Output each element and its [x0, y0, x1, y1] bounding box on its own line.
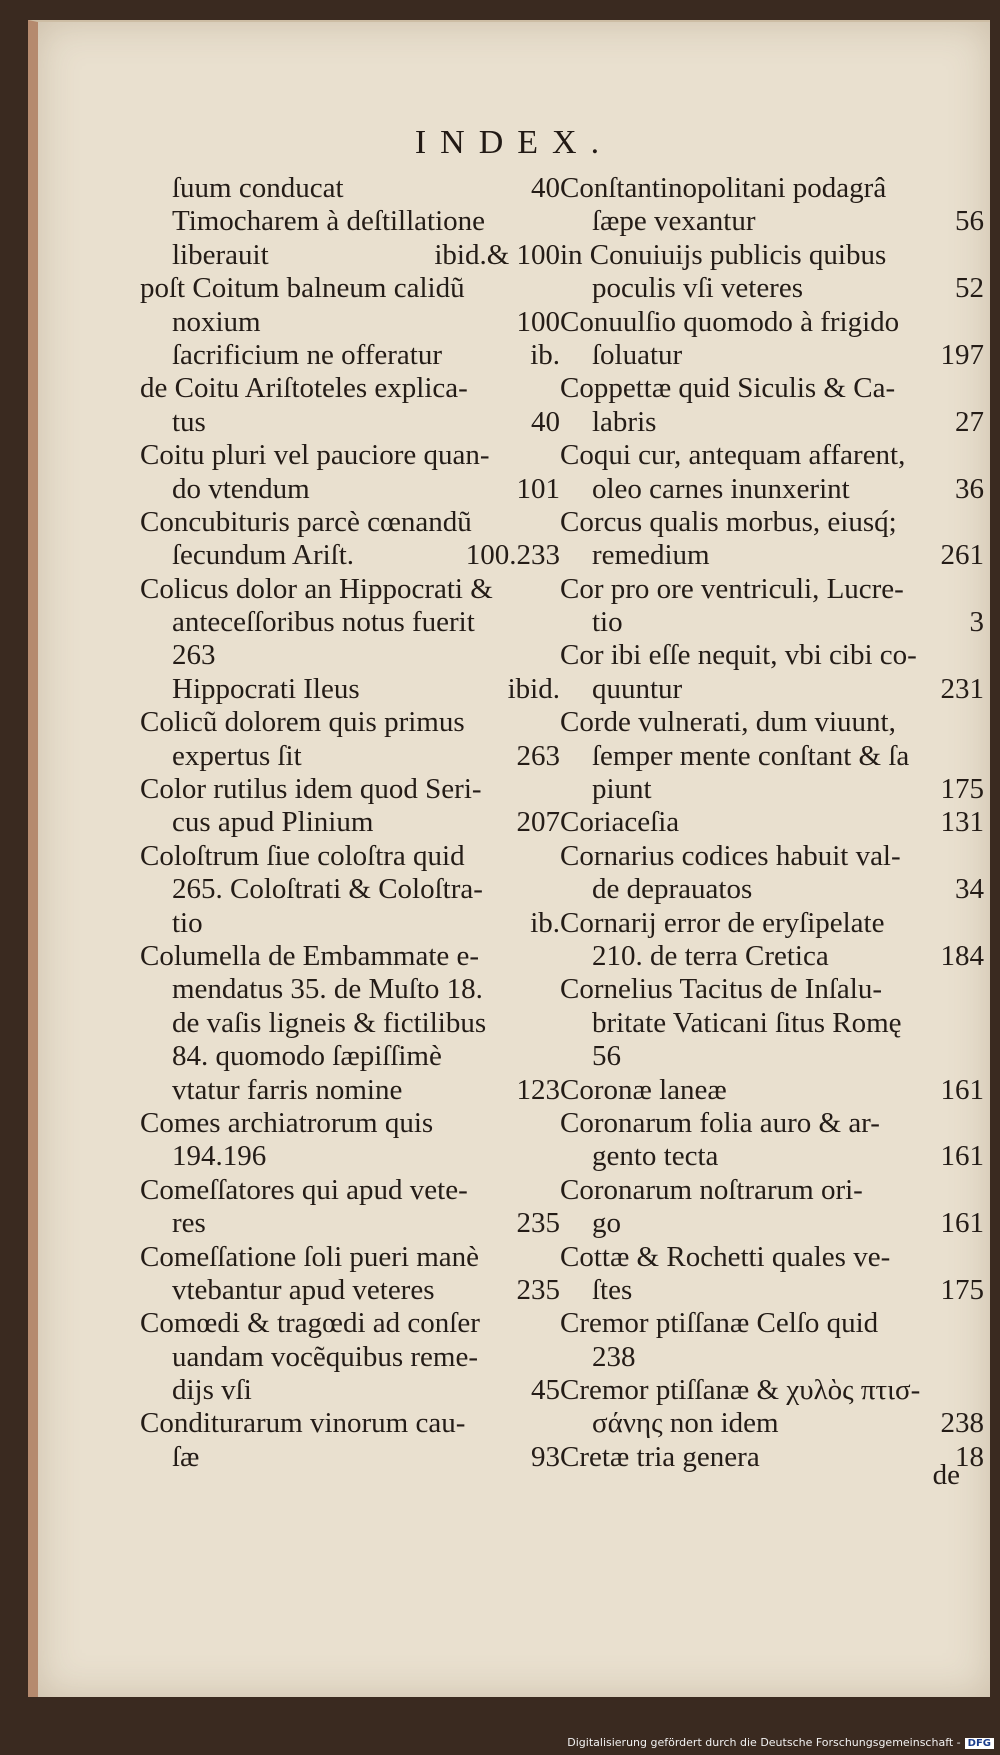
- entry-page-ref: 34: [955, 873, 984, 906]
- entry-text: Conditurarum vinorum cau-: [140, 1407, 466, 1440]
- index-entry-line: [560, 539, 984, 572]
- entry-text: ſecundum Ariſt.: [172, 539, 355, 572]
- index-entry-line: [560, 773, 984, 806]
- entry-page-ref: 40: [531, 172, 560, 204]
- index-entry-line: [560, 339, 984, 372]
- entry-page-ref: 101: [516, 472, 560, 505]
- index-entry-line: [140, 673, 560, 706]
- entry-page-ref: 263: [516, 739, 560, 772]
- digitization-credit: [0, 1736, 1000, 1749]
- index-entry-line: [140, 172, 560, 205]
- entry-page-ref: 161: [940, 1140, 984, 1173]
- index-entry-line: [140, 473, 560, 506]
- entry-text: go: [592, 1207, 621, 1240]
- entry-page-ref: 18: [955, 1440, 984, 1473]
- index-entry-line: [560, 806, 984, 839]
- entry-page-ref: 52: [955, 272, 984, 305]
- entry-page-ref: 235: [516, 1273, 560, 1306]
- footer-text: Digitalisierung gefördert durch die Deutsche Forschungsgemeinschaft -: [567, 1736, 961, 1749]
- index-entry-line: [140, 205, 560, 238]
- entry-text: oleo carnes inunxerint: [592, 472, 850, 505]
- index-entry-line: [560, 840, 984, 873]
- index-entry-line: [140, 272, 560, 305]
- entry-text: 194.196: [172, 1140, 267, 1173]
- entry-text: Comeſſatores qui apud vete-: [140, 1173, 468, 1206]
- entry-text: ſemper mente conſtant & ſa: [592, 739, 910, 772]
- index-entry-line: [560, 1207, 984, 1240]
- entry-text: Coronarum folia auro & ar-: [560, 1106, 880, 1139]
- entry-text: Cor pro ore ventriculi, Lucre-: [560, 572, 904, 605]
- entry-text: Coloſtrum ſiue coloſtra quid: [140, 839, 465, 872]
- index-entry-line: [140, 1007, 560, 1040]
- index-entry-line: [140, 1307, 560, 1340]
- entry-text: tus: [172, 405, 206, 438]
- index-entry-line: [560, 706, 984, 739]
- entry-page-ref: 161: [940, 1073, 984, 1106]
- index-entry-line: [140, 239, 560, 272]
- entry-text: expertus ſit: [172, 739, 302, 772]
- entry-text: anteceſſoribus notus fuerit: [172, 606, 475, 639]
- index-entry-line: [140, 1074, 560, 1107]
- index-entry-line: [140, 940, 560, 973]
- entry-text: dijs vſi: [172, 1374, 252, 1407]
- index-entry-line: [140, 639, 560, 672]
- entry-text: Concubituris parcè cœnandũ: [140, 505, 472, 538]
- entry-text: uandam vocẽquibus reme-: [172, 1340, 479, 1373]
- index-entry-line: [560, 473, 984, 506]
- index-entry-line: [560, 306, 984, 339]
- entry-text: britate Vaticani ſitus Romę: [592, 1006, 902, 1039]
- book-page: [28, 20, 990, 1697]
- entry-text: liberauit: [172, 238, 269, 271]
- entry-page-ref: ib.: [530, 906, 560, 939]
- entry-page-ref: 197: [940, 338, 984, 371]
- entry-text: ſæpe vexantur: [592, 205, 756, 238]
- entry-text: ſacrificium ne offeratur: [172, 338, 442, 371]
- index-entry-line: [560, 1007, 984, 1040]
- entry-text: Timocharem à deſtillatione: [172, 205, 486, 238]
- index-entry-line: [140, 1140, 560, 1173]
- entry-text: piunt: [592, 773, 652, 806]
- entry-text: poculis vſi veteres: [592, 272, 804, 305]
- index-entry-line: [140, 806, 560, 839]
- entry-text: Hippocrati Ileus: [172, 672, 360, 705]
- entry-text: 56: [592, 1040, 621, 1073]
- entry-text: Columella de Embammate e-: [140, 939, 480, 972]
- index-entry-line: [140, 1341, 560, 1374]
- entry-text: Coronæ laneæ: [560, 1073, 727, 1106]
- entry-text: Coqui cur, antequam affarent,: [560, 439, 906, 472]
- entry-text: Cornarius codices habuit val-: [560, 839, 901, 872]
- index-entry-line: [560, 1140, 984, 1173]
- index-entry-line: [140, 873, 560, 906]
- entry-text: res: [172, 1207, 206, 1240]
- index-entry-line: [560, 1441, 984, 1474]
- index-entry-line: [560, 1241, 984, 1274]
- index-entry-line: [140, 1407, 560, 1440]
- index-column-right: [560, 172, 984, 1474]
- entry-page-ref: 231: [940, 672, 984, 705]
- index-entry-line: [560, 1407, 984, 1440]
- entry-text: do vtendum: [172, 472, 310, 505]
- entry-text: Cremor ptiſſanæ Celſo quid: [560, 1307, 879, 1340]
- entry-text: 238: [592, 1340, 636, 1373]
- entry-page-ref: 45: [531, 1374, 560, 1407]
- entry-page-ref: 238: [940, 1407, 984, 1440]
- entry-text: Comœdi & tragœdi ad conſer: [140, 1307, 480, 1340]
- entry-text: Comes archiatrorum quis: [140, 1106, 434, 1139]
- entry-text: 84. quomodo ſæpiſſimè: [172, 1040, 442, 1073]
- index-entry-line: [560, 239, 984, 272]
- entry-text: Cornelius Tacitus de Inſalu-: [560, 973, 883, 1006]
- entry-text: Colicus dolor an Hippocrati &: [140, 572, 493, 605]
- index-entry-line: [140, 1441, 560, 1474]
- index-entry-line: [140, 306, 560, 339]
- entry-text: Coronarum noſtrarum ori-: [560, 1173, 863, 1206]
- entry-text: de vaſis ligneis & fictilibus: [172, 1006, 487, 1039]
- entry-text: remedium: [592, 539, 710, 572]
- index-entry-line: [140, 1174, 560, 1207]
- index-entry-line: [560, 907, 984, 940]
- index-entry-line: [140, 1374, 560, 1407]
- entry-text: Comeſſatione ſoli pueri manè: [140, 1240, 480, 1273]
- entry-text: de Coitu Ariſtoteles explica-: [140, 372, 468, 405]
- entry-page-ref: 184: [940, 939, 984, 972]
- entry-page-ref: 100: [516, 305, 560, 338]
- index-entry-line: [140, 1207, 560, 1240]
- index-entry-line: [140, 773, 560, 806]
- entry-page-ref: 161: [940, 1207, 984, 1240]
- entry-page-ref: 40: [531, 405, 560, 438]
- index-entry-line: [140, 573, 560, 606]
- index-entry-line: [560, 172, 984, 205]
- entry-page-ref: 123: [516, 1073, 560, 1106]
- index-entry-line: [140, 506, 560, 539]
- entry-text: cus apud Plinium: [172, 806, 374, 839]
- index-entry-line: [560, 205, 984, 238]
- entry-page-ref: 100.233: [465, 539, 560, 572]
- entry-text: labris: [592, 405, 657, 438]
- entry-text: Corcus qualis morbus, eiusq́;: [560, 505, 897, 538]
- index-entry-line: [140, 840, 560, 873]
- index-entry-line: [140, 539, 560, 572]
- index-entry-line: [560, 1074, 984, 1107]
- entry-page-ref: 27: [955, 405, 984, 438]
- entry-page-ref: 235: [516, 1207, 560, 1240]
- index-entry-line: [140, 907, 560, 940]
- entry-text: mendatus 35. de Muſto 18.: [172, 973, 483, 1006]
- entry-text: quuntur: [592, 672, 683, 705]
- entry-text: noxium: [172, 305, 261, 338]
- entry-page-ref: 207: [516, 806, 560, 839]
- index-entry-line: [560, 1374, 984, 1407]
- entry-text: 265. Coloſtrati & Coloſtra-: [172, 873, 483, 906]
- entry-text: de deprauatos: [592, 873, 753, 906]
- index-entry-line: [560, 606, 984, 639]
- index-entry-line: [140, 439, 560, 472]
- catchword: de: [932, 1459, 960, 1491]
- index-entry-line: [560, 1307, 984, 1340]
- index-entry-line: [140, 740, 560, 773]
- entry-page-ref: ib.: [530, 338, 560, 371]
- entry-text: Color rutilus idem quod Seri-: [140, 773, 482, 806]
- index-entry-line: [560, 940, 984, 973]
- index-entry-line: [560, 1274, 984, 1307]
- entry-text: ſoluatur: [592, 338, 683, 371]
- entry-page-ref: ibid.& 100: [434, 238, 560, 271]
- entry-text: Colicũ dolorem quis primus: [140, 706, 465, 739]
- entry-text: vtatur farris nomine: [172, 1073, 403, 1106]
- entry-page-ref: ibid.: [507, 672, 560, 705]
- entry-text: Cor ibi eſſe nequit, vbi cibi co-: [560, 639, 917, 672]
- index-entry-line: [140, 1241, 560, 1274]
- entry-text: Cretæ tria genera: [560, 1440, 760, 1473]
- entry-text: Cremor ptiſſanæ & χυλὸς πτισ-: [560, 1374, 921, 1407]
- entry-text: ſtes: [592, 1273, 633, 1306]
- index-entry-line: [560, 973, 984, 1006]
- index-entry-line: [140, 406, 560, 439]
- index-column-left: [140, 172, 560, 1474]
- entry-page-ref: 175: [940, 773, 984, 806]
- entry-page-ref: 3: [969, 606, 984, 639]
- index-entry-line: [560, 873, 984, 906]
- index-entry-line: [560, 673, 984, 706]
- index-entry-line: [560, 506, 984, 539]
- index-entry-line: [560, 1040, 984, 1073]
- entry-page-ref: 36: [955, 472, 984, 505]
- entry-page-ref: 93: [531, 1440, 560, 1473]
- entry-text: tio: [592, 606, 623, 639]
- index-entry-line: [140, 973, 560, 1006]
- entry-text: poſt Coitum balneum calidũ: [140, 272, 465, 305]
- index-entry-line: [560, 1174, 984, 1207]
- entry-text: Coriaceſia: [560, 806, 680, 839]
- index-entry-line: [560, 573, 984, 606]
- entry-page-ref: 131: [940, 806, 984, 839]
- entry-text: 210. de terra Cretica: [592, 939, 829, 972]
- entry-text: Conuulſio quomodo à frigido: [560, 305, 900, 338]
- index-entry-line: [560, 272, 984, 305]
- entry-text: Conſtantinopolitani podagrâ: [560, 172, 887, 204]
- index-entry-line: [560, 639, 984, 672]
- index-entry-line: [560, 740, 984, 773]
- index-entry-line: [560, 439, 984, 472]
- entry-text: Cottæ & Rochetti quales ve-: [560, 1240, 891, 1273]
- entry-text: 263: [172, 639, 216, 672]
- entry-text: tio: [172, 906, 203, 939]
- entry-text: Corde vulnerati, dum viuunt,: [560, 706, 896, 739]
- index-entry-line: [560, 1107, 984, 1140]
- entry-text: ſæ: [172, 1440, 200, 1473]
- entry-page-ref: 261: [940, 539, 984, 572]
- index-entry-line: [560, 1341, 984, 1374]
- entry-text: gento tecta: [592, 1140, 719, 1173]
- entry-text: Coppettæ quid Siculis & Ca-: [560, 372, 896, 405]
- index-entry-line: [560, 406, 984, 439]
- dfg-logo: DFG: [965, 1738, 994, 1749]
- index-entry-line: [140, 372, 560, 405]
- entry-text: in Conuiuijs publicis quibus: [560, 238, 887, 271]
- index-entry-line: [140, 606, 560, 639]
- entry-page-ref: 56: [955, 205, 984, 238]
- index-entry-line: [140, 1107, 560, 1140]
- entry-text: Cornarij error de eryſipelate: [560, 906, 885, 939]
- index-entry-line: [140, 1274, 560, 1307]
- entry-text: ſuum conducat: [172, 172, 344, 204]
- index-entry-line: [140, 1040, 560, 1073]
- entry-text: vtebantur apud veteres: [172, 1273, 435, 1306]
- index-entry-line: [140, 339, 560, 372]
- page-title: INDEX.: [414, 124, 614, 161]
- index-entry-line: [560, 372, 984, 405]
- index-entry-line: [140, 706, 560, 739]
- entry-page-ref: 175: [940, 1273, 984, 1306]
- entry-text: σάνης non idem: [592, 1407, 779, 1440]
- entry-text: Coitu pluri vel pauciore quan-: [140, 439, 490, 472]
